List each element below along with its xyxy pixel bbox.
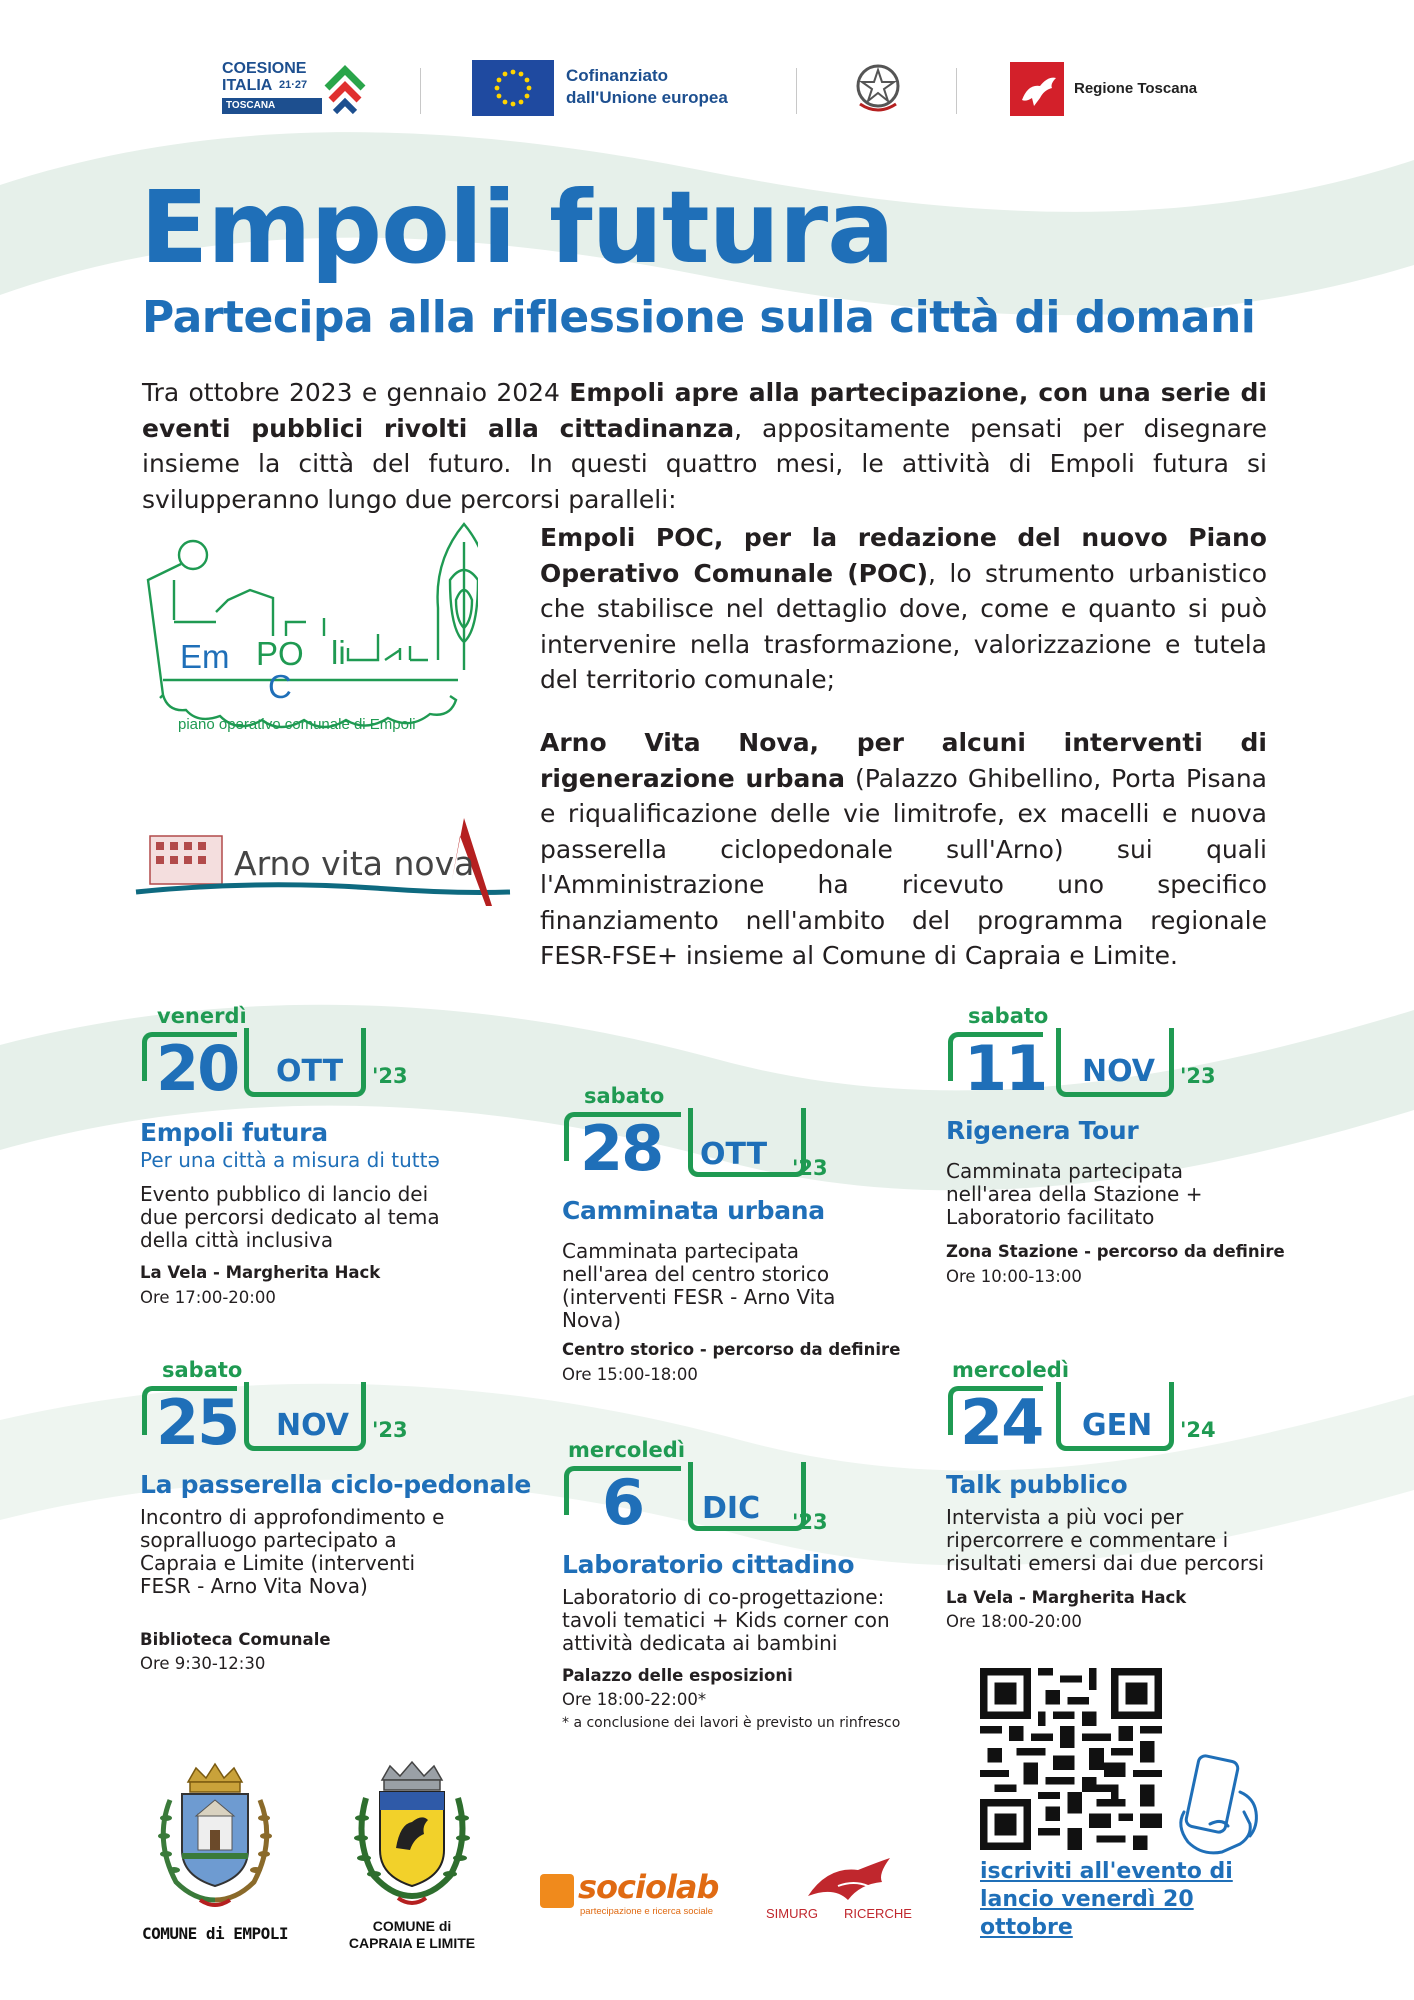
arno-bold: Arno Vita Nova, per alcuni interventi di rigenerazione urbana	[540, 728, 1267, 793]
arno-description	[540, 725, 1267, 974]
sociolab-name: sociolab	[578, 1868, 719, 1906]
phone-hand-icon	[1170, 1752, 1270, 1862]
event-weekday: venerdì	[157, 1004, 247, 1028]
event-time: Ore 9:30-12:30	[140, 1654, 266, 1673]
event-weekday: sabato	[968, 1004, 1049, 1028]
simurg-ricerche-logo	[766, 1856, 946, 1926]
event-month: GEN	[1082, 1408, 1153, 1443]
event-year: '23	[1180, 1064, 1216, 1088]
capraia-caption-line2: CAPRAIA E LIMITE	[348, 1935, 476, 1951]
event-month: OTT	[276, 1054, 344, 1089]
event-card	[562, 1080, 942, 1400]
event-year: '23	[372, 1418, 408, 1442]
sociolab-tagline: partecipazione e ricerca sociale	[580, 1906, 714, 1917]
arno-text: (Palazzo Ghibellino, Porta Pisana e riqualificazione delle vie limitrofe, ex macelli e nuova passerella ciclopedonale sull'Arno) sui quali l'Amministrazione ha ricevuto uno specifico finanziamento nell'ambito del programma regionale FESR-FSE+ insieme al Comune di Capraia e Limite.	[540, 763, 1267, 970]
event-time: Ore 18:00-22:00*	[562, 1690, 707, 1709]
event-card	[140, 1000, 520, 1320]
event-day: 24	[960, 1386, 1043, 1459]
event-title: Rigenera Tour	[946, 1116, 1139, 1145]
signup-link[interactable]	[980, 1858, 1280, 1942]
event-place: La Vela - Margherita Hack	[140, 1263, 381, 1282]
event-year: '23	[372, 1064, 408, 1088]
poc-text: , lo strumento urbanistico che stabilisce nel dettaglio dove, come e quanto si può intervenire nella trasformazione, valorizzazione e tutela del territorio comunale;	[540, 558, 1267, 694]
event-year: '23	[792, 1510, 828, 1534]
event-day: 28	[580, 1112, 663, 1185]
event-title: Empoli futura	[140, 1118, 328, 1147]
empoli-poc-logo	[138, 520, 478, 780]
poc-logo-po: PO	[256, 635, 304, 672]
empoli-caption: COMUNE di EMPOLI	[141, 1924, 289, 1943]
event-place: Centro storico - percorso da definire	[562, 1340, 901, 1359]
event-card	[562, 1434, 942, 1754]
eu-line2: dall'Unione europea	[566, 88, 728, 107]
event-day: 20	[156, 1032, 239, 1105]
simurg-right: RICERCHE	[844, 1906, 912, 1921]
coesione-line2: ITALIA	[222, 77, 273, 94]
event-day: 25	[156, 1386, 239, 1459]
event-weekday: sabato	[584, 1084, 665, 1108]
event-card	[140, 1354, 540, 1674]
poc-logo-em: Em	[180, 638, 230, 675]
capraia-caption-line1: COMUNE di	[372, 1918, 452, 1934]
event-description: Camminata partecipata nell'area del centro storico (interventi FESR - Arno Vita Nova)	[562, 1239, 836, 1332]
coesione-italia-logo	[222, 58, 372, 118]
event-description: Evento pubblico di lancio dei due percorsi dedicato al tema della città inclusiva	[140, 1182, 440, 1252]
poc-bold: Empoli POC, per la redazione del nuovo Piano Operativo Comunale (POC)	[540, 523, 1267, 588]
sociolab-logo	[540, 1868, 740, 1918]
eu-line1: Cofinanziato	[566, 66, 668, 85]
intro-bold: Empoli apre alla partecipazione, con una serie di eventi pubblici rivolti alla cittadinanza	[142, 378, 1267, 443]
event-year: '24	[1180, 1418, 1216, 1442]
event-month: NOV	[276, 1408, 350, 1443]
event-description: Laboratorio di co-progettazione: tavoli tematici + Kids corner con attività dedicata ai bambini	[562, 1585, 890, 1655]
event-place: La Vela - Margherita Hack	[946, 1588, 1187, 1607]
event-month: OTT	[700, 1137, 768, 1172]
eu-logo	[472, 60, 772, 118]
event-place: Palazzo delle esposizioni	[562, 1666, 793, 1685]
page-title: Empoli futura	[140, 169, 894, 286]
event-weekday: mercoledì	[568, 1438, 686, 1462]
poc-logo-c: C	[268, 668, 292, 705]
coesione-region: TOSCANA	[226, 100, 276, 111]
event-time: Ore 10:00-13:00	[946, 1267, 1082, 1286]
simurg-left: SIMURG	[766, 1906, 818, 1921]
pegasus-icon	[1010, 62, 1064, 116]
event-description: Camminata partecipata nell'area della Stazione + Laboratorio facilitato	[946, 1159, 1203, 1229]
header-divider	[956, 68, 957, 114]
qr-code[interactable]	[980, 1668, 1162, 1850]
event-time: Ore 18:00-20:00	[946, 1612, 1082, 1631]
event-time: Ore 15:00-18:00	[562, 1365, 698, 1384]
arno-vita-nova-logo	[134, 810, 514, 920]
regione-name: Regione Toscana	[1074, 80, 1198, 97]
signup-line1[interactable]: iscriviti all'evento di	[980, 1859, 1233, 1884]
intro-paragraph	[142, 375, 1267, 517]
event-place: Biblioteca Comunale	[140, 1630, 331, 1649]
empoli-coat-of-arms-icon	[140, 1760, 290, 1920]
event-month: DIC	[702, 1491, 761, 1526]
header-divider	[420, 68, 421, 114]
event-day: 11	[964, 1032, 1047, 1105]
event-title: Talk pubblico	[946, 1470, 1128, 1499]
coesione-arrow-icon	[317, 60, 372, 116]
coesione-line1: COESIONE	[222, 60, 307, 77]
poc-logo-li: li	[331, 634, 346, 671]
event-weekday: sabato	[162, 1358, 243, 1382]
simurg-bird-icon	[798, 1856, 898, 1906]
sociolab-mark-icon	[540, 1874, 574, 1908]
event-title: La passerella ciclo-pedonale	[140, 1470, 532, 1499]
regione-toscana-logo	[1010, 62, 1210, 116]
header-divider	[796, 68, 797, 114]
eu-flag-icon	[472, 60, 554, 116]
event-card	[946, 1000, 1326, 1320]
event-month: NOV	[1082, 1054, 1156, 1089]
capraia-coat-of-arms-icon	[352, 1758, 472, 1918]
arno-logo-text: Arno vita nova	[234, 844, 475, 883]
event-note: * a conclusione dei lavori è previsto un rinfresco	[562, 1715, 901, 1731]
poc-description	[540, 520, 1267, 698]
event-weekday: mercoledì	[952, 1358, 1070, 1382]
event-description: Incontro di approfondimento e sopralluogo partecipato a Capraia e Limite (interventi FESR - Arno Vita Nova)	[140, 1505, 445, 1598]
event-subtitle: Per una città a misura di tuttə	[140, 1148, 440, 1172]
page-subtitle: Partecipa alla riflessione sulla città di domani	[142, 292, 1256, 343]
event-year: '23	[792, 1156, 828, 1180]
event-time: Ore 17:00-20:00	[140, 1288, 276, 1307]
coesione-years: 21·27	[279, 79, 308, 91]
signup-line2[interactable]: lancio venerdì 20 ottobre	[980, 1887, 1194, 1940]
event-title: Laboratorio cittadino	[562, 1550, 855, 1579]
event-title: Camminata urbana	[562, 1196, 825, 1225]
intro-text-2: , appositamente pensati per disegnare insieme la città del futuro. In questi quattro mesi, le attività di Empoli futura si svilupperanno lungo due percorsi paralleli:	[142, 413, 1267, 514]
event-day: 6	[602, 1466, 644, 1539]
event-place: Zona Stazione - percorso da definire	[946, 1242, 1285, 1261]
poc-logo-caption: piano operativo comunale di Empoli	[178, 716, 416, 733]
event-card	[946, 1354, 1326, 1674]
italian-republic-emblem-icon	[852, 60, 904, 116]
intro-text-1: Tra ottobre 2023 e gennaio 2024	[142, 378, 570, 407]
event-description: Intervista a più voci per ripercorrere e commentare i risultati emersi dai due percorsi	[946, 1505, 1265, 1575]
